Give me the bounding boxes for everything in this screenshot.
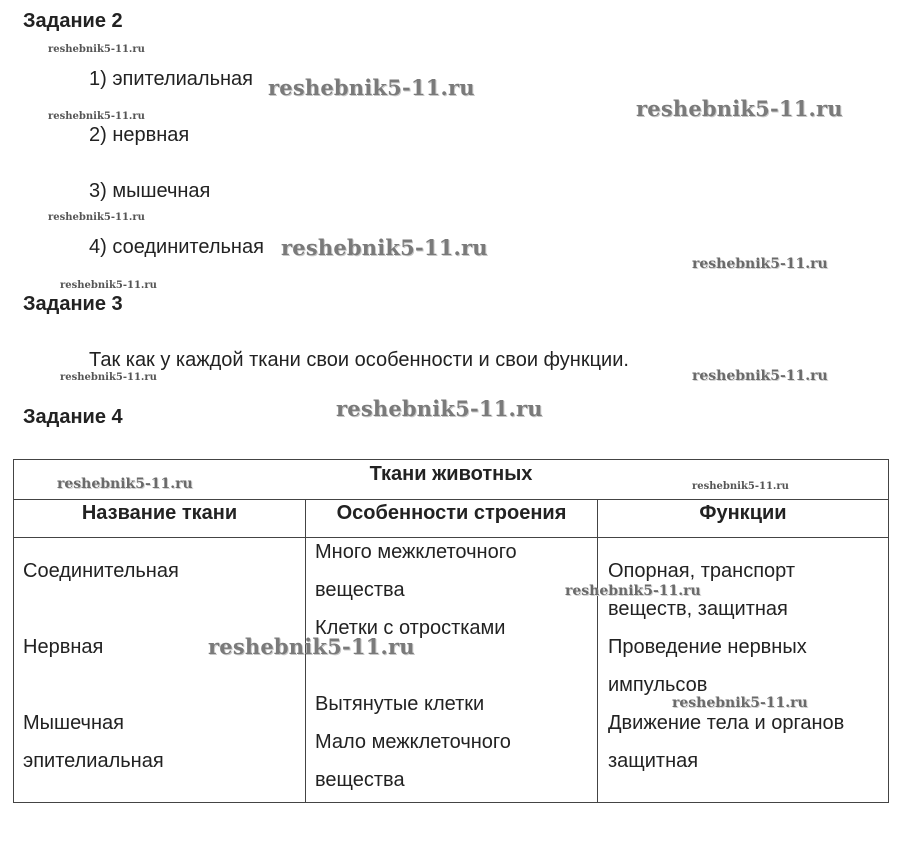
watermark-text: reshebnik5-11.ru: [692, 256, 828, 272]
structure-line: Клетки с отростками: [315, 617, 506, 639]
structure-line: Мало межклеточного: [315, 731, 511, 753]
task2-item-4: 4) соединительная: [89, 236, 264, 258]
watermark-text: reshebnik5-11.ru: [281, 235, 488, 260]
watermark-text: reshebnik5-11.ru: [692, 481, 789, 492]
task2-item-3: 3) мышечная: [89, 180, 211, 202]
tissue-name: Соединительная: [23, 560, 179, 582]
tissue-name: Нервная: [23, 636, 104, 658]
task4-heading: Задание 4: [23, 406, 123, 428]
watermark-text: reshebnik5-11.ru: [208, 634, 415, 659]
watermark-text: reshebnik5-11.ru: [268, 75, 475, 100]
tissues-table: [13, 459, 889, 803]
task2-heading: Задание 2: [23, 10, 123, 32]
watermark-text: reshebnik5-11.ru: [60, 280, 157, 291]
watermark-text: reshebnik5-11.ru: [60, 372, 157, 383]
table-title: Ткани животных: [369, 463, 533, 485]
column-header-functions: Функции: [699, 502, 787, 524]
tissue-name: эпителиальная: [23, 750, 164, 772]
function-line: веществ, защитная: [608, 598, 788, 620]
task3-answer: Так как у каждой ткани свои особенности и свои функции.: [89, 349, 629, 371]
function-line: Опорная, транспорт: [608, 560, 795, 582]
structure-line: Много межклеточного: [315, 541, 517, 563]
structure-line: Вытянутые клетки: [315, 693, 485, 715]
watermark-text: reshebnik5-11.ru: [57, 476, 193, 492]
watermark-text: reshebnik5-11.ru: [565, 583, 701, 599]
function-line: защитная: [608, 750, 699, 772]
watermark-text: reshebnik5-11.ru: [48, 212, 145, 223]
function-line: Движение тела и органов: [608, 712, 845, 734]
table-divider-title: [14, 499, 888, 500]
column-header-structure: Особенности строения: [336, 502, 567, 524]
watermark-text: reshebnik5-11.ru: [636, 96, 843, 121]
tissue-name: Мышечная: [23, 712, 124, 734]
task2-item-1: 1) эпителиальная: [89, 68, 253, 90]
task3-heading: Задание 3: [23, 293, 123, 315]
structure-line: вещества: [315, 769, 405, 791]
function-line: импульсов: [608, 674, 708, 696]
watermark-text: reshebnik5-11.ru: [672, 695, 808, 711]
column-header-name: Название ткани: [81, 502, 238, 524]
function-line: Проведение нервных: [608, 636, 807, 658]
watermark-text: reshebnik5-11.ru: [48, 111, 145, 122]
structure-line: вещества: [315, 579, 405, 601]
watermark-text: reshebnik5-11.ru: [336, 396, 543, 421]
table-col-divider-2: [597, 499, 598, 803]
watermark-text: reshebnik5-11.ru: [692, 368, 828, 384]
task2-item-2: 2) нервная: [89, 124, 190, 146]
watermark-text: reshebnik5-11.ru: [48, 44, 145, 55]
